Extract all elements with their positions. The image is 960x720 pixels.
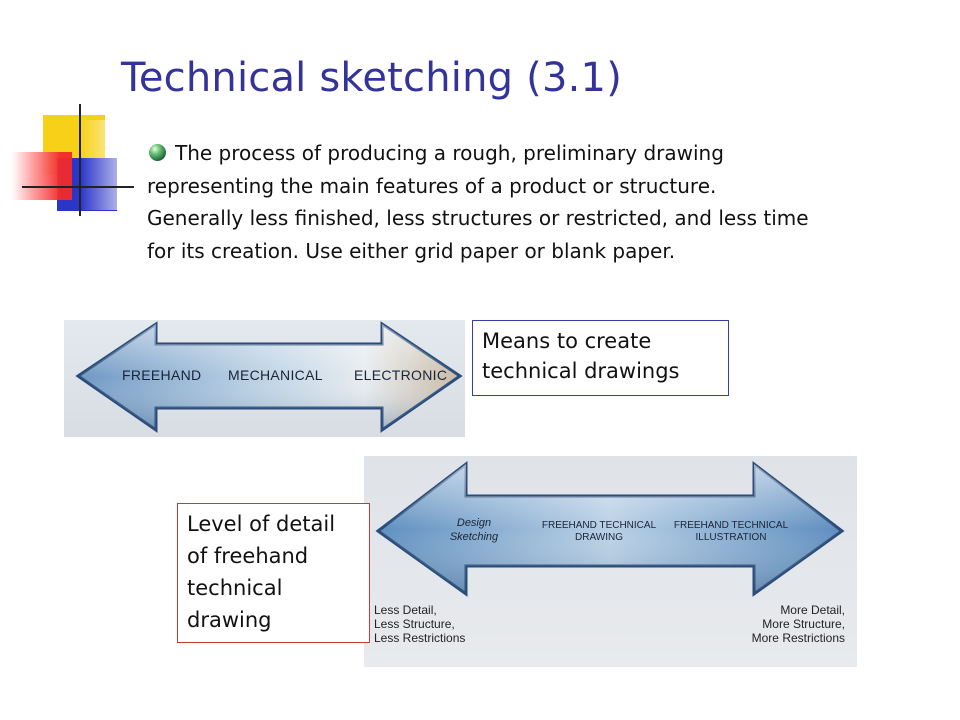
left-note-line: Less Detail, bbox=[374, 603, 437, 617]
caption-box-level-of-detail: Level of detail of freehand technical drawing bbox=[177, 503, 370, 643]
left-note-line: Less Structure, bbox=[374, 617, 455, 631]
caption-box-means: Means to create technical drawings bbox=[472, 320, 729, 396]
bullet-paragraph bbox=[147, 137, 812, 267]
arrow1-label-electronic: ELECTRONIC bbox=[354, 367, 448, 383]
right-note-line: More Restrictions bbox=[751, 631, 845, 645]
right-note-line: More Structure, bbox=[762, 617, 845, 631]
deco-vertical-line bbox=[79, 104, 81, 216]
sphere-bullet-icon bbox=[149, 144, 166, 161]
arrow1-label-mechanical: MECHANICAL bbox=[228, 367, 323, 383]
right-note-line: More Detail, bbox=[780, 603, 845, 617]
arrow2-label-freehand-technical-illustration: FREEHAND TECHNICAL ILLUSTRATION bbox=[673, 520, 789, 543]
arrow2-label-freehand-technical-drawing: FREEHAND TECHNICAL DRAWING bbox=[541, 520, 657, 543]
right-note bbox=[719, 603, 845, 645]
left-note-line: Less Restrictions bbox=[374, 631, 466, 645]
deco-fade bbox=[80, 120, 135, 210]
arrow2-label-design-sketching: Design Sketching bbox=[449, 517, 499, 543]
arrow1-label-freehand: FREEHAND bbox=[122, 367, 202, 383]
figure-means-arrow bbox=[64, 320, 465, 437]
figure-detail-arrow bbox=[364, 456, 857, 667]
bullet-text: The process of producing a rough, preliminary drawing representing the main features of a product or structure. Generally less finished, less structures or restricted, and less time for its creation. Use either grid paper or blank paper. bbox=[147, 141, 809, 263]
left-note bbox=[374, 603, 504, 645]
deco-horizontal-line bbox=[22, 186, 134, 188]
slide-title: Technical sketching (3.1) bbox=[121, 55, 622, 101]
deco-red-square bbox=[12, 152, 72, 200]
